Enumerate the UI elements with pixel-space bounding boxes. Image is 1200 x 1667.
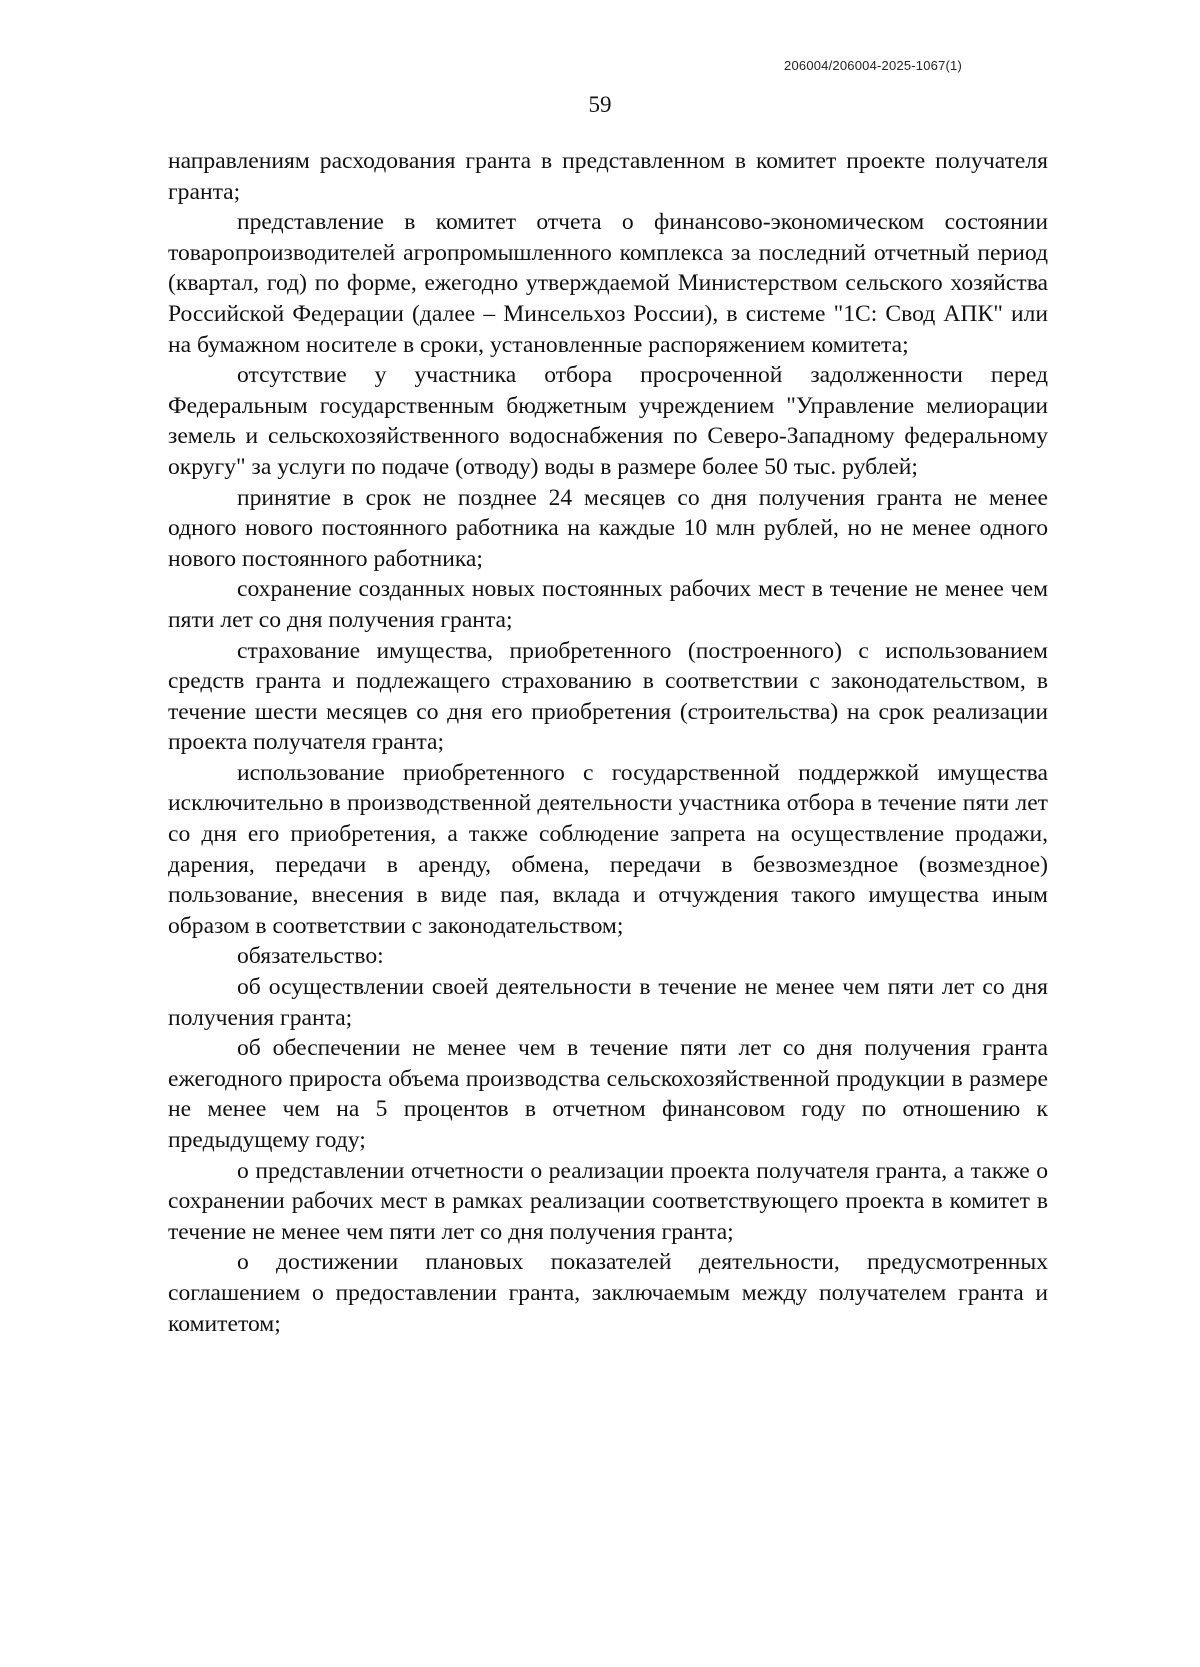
document-id: 206004/206004-2025-1067(1)	[784, 58, 962, 73]
paragraph-3: отсутствие у участника отбора просроченной задолженности перед Федеральным государственным бюджетным учреждением "Управление мелиорации земель и сельскохозяйственного водоснабжения по Северо-Западному федеральному округу" за услуги по подаче (отводу) воды в размере более 50 тыс. рублей;	[168, 362, 1048, 480]
paragraph-12: о достижении плановых показателей деятельности, предусмотренных соглашением о предоставлении гранта, заключаемым между получателем гранта и комитетом;	[168, 1249, 1048, 1337]
paragraph-2: представление в комитет отчета о финансово-экономическом состоянии товаропроизводителей агропромышленного комплекса за последний отчетный период (квартал, год) по форме, ежегодно утверждаемой Министерством сельского хозяйства Российской Федерации (далее – Минсельхоз России), в системе "1С: Свод АПК" или на бумажном носителе в сроки, установленные распоряжением комитета;	[168, 209, 1048, 358]
paragraph-11: о представлении отчетности о реализации проекта получателя гранта, а также о сохранении рабочих мест в рамках реализации соответствующего проекта в комитет в течение не менее чем пяти лет со дня получения гранта;	[168, 1157, 1048, 1245]
paragraph-9: об осуществлении своей деятельности в течение не менее чем пяти лет со дня получения гранта;	[168, 974, 1048, 1031]
paragraph-4: принятие в срок не позднее 24 месяцев со дня получения гранта не менее одного нового постоянного работника на каждые 10 млн рублей, но не менее одного нового постоянного работника;	[168, 484, 1048, 572]
page-number: 59	[588, 92, 612, 117]
paragraph-1: направлениям расходования гранта в представленном в комитет проекте получателя гранта;	[168, 148, 1048, 205]
paragraph-5: сохранение созданных новых постоянных рабочих мест в течение не менее чем пяти лет со дня получения гранта;	[168, 576, 1048, 633]
paragraph-7: использование приобретенного с государственной поддержкой имущества исключительно в производственной деятельности участника отбора в течение пяти лет со дня его приобретения, а также соблюдение запрета на осуществление продажи, дарения, передачи в аренду, обмена, передачи в безвозмездное (возмездное) пользование, внесения в виде пая, вклада и отчуждения такого имущества иным образом в соответствии с законодательством;	[168, 759, 1048, 939]
paragraph-6: страхование имущества, приобретенного (построенного) с использованием средств гранта и подлежащего страхованию в соответствии с законодательством, в течение шести месяцев со дня его приобретения (строительства) на срок реализации проекта получателя гранта;	[168, 637, 1048, 756]
paragraph-10: об обеспечении не менее чем в течение пяти лет со дня получения гранта ежегодного прироста объема производства сельскохозяйственной продукции в размере не менее чем на 5 процентов в отчетном финансовом году по отношению к предыдущему году;	[168, 1035, 1048, 1153]
paragraph-8: обязательство:	[237, 943, 384, 970]
document-body	[168, 146, 1048, 1339]
